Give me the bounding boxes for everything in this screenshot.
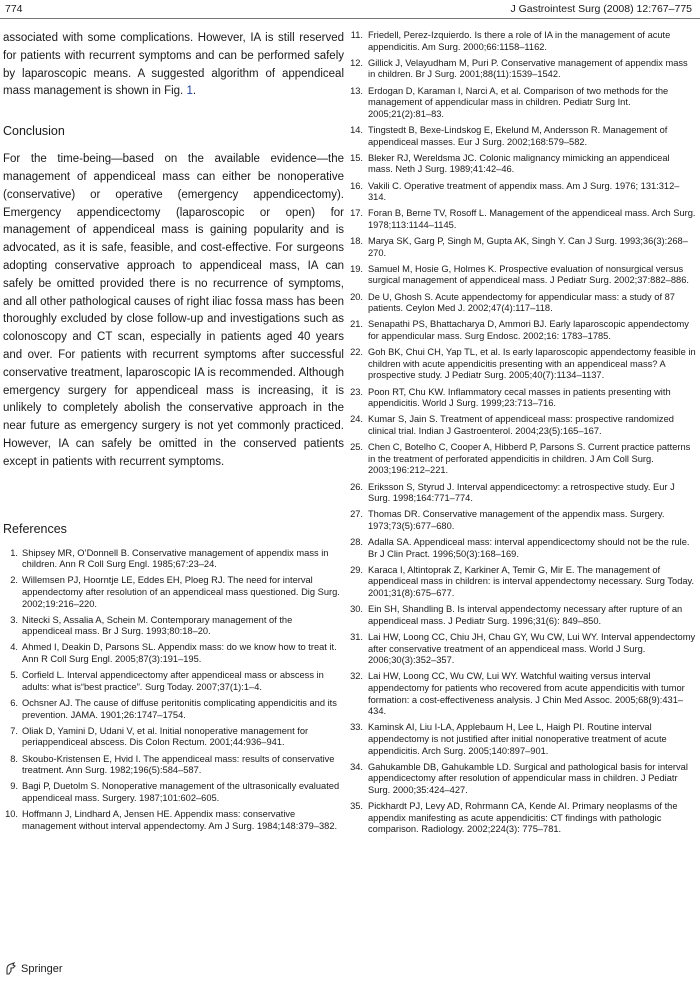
reference-text: Shipsey MR, O’Donnell B. Conservative management of appendix mass in children. Ann R Coll Surg Engl. 1985;67:23–24. bbox=[22, 547, 329, 570]
reference-text: Thomas DR. Conservative management of the appendix mass. Surgery. 1973;73(5):677–680. bbox=[368, 509, 665, 531]
reference-item bbox=[3, 781, 344, 804]
reference-number: 29. bbox=[350, 564, 363, 575]
reference-text: Foran B, Berne TV, Rosoff L. Management of the appendiceal mass. Arch Surg. 1978;113:1144–1145. bbox=[368, 208, 696, 230]
reference-item bbox=[347, 58, 696, 81]
reference-text: Tingstedt B, Bexe-Lindskog E, Ekelund M, Andersson R. Management of appendiceal masses. Eur J Surg. 2002;168:579–582. bbox=[368, 124, 668, 147]
reference-number: 26. bbox=[350, 481, 363, 492]
reference-number: 23. bbox=[350, 386, 363, 397]
reference-number: 20. bbox=[350, 291, 363, 302]
reference-item bbox=[3, 548, 344, 571]
reference-item bbox=[3, 698, 344, 721]
left-column bbox=[3, 30, 344, 837]
reference-number: 7. bbox=[10, 725, 18, 736]
reference-number: 31. bbox=[350, 632, 363, 642]
reference-number: 5. bbox=[10, 670, 18, 681]
reference-number: 16. bbox=[350, 180, 363, 191]
reference-item bbox=[347, 565, 696, 600]
reference-item bbox=[3, 575, 344, 610]
reference-item bbox=[347, 387, 696, 410]
reference-number: 9. bbox=[10, 781, 18, 792]
reference-number: 22. bbox=[350, 347, 363, 358]
reference-number: 32. bbox=[350, 671, 363, 682]
reference-item bbox=[347, 208, 696, 231]
page-number: 774 bbox=[5, 3, 23, 15]
reference-text: Vakili C. Operative treatment of appendix mass. Am J Surg. 1976; 131:312–314. bbox=[368, 180, 680, 203]
intro-paragraph bbox=[3, 30, 344, 101]
reference-item bbox=[347, 604, 696, 627]
intro-text: associated with some complications. However, IA is still reserved for patients with recurrent symptoms and can be performed safely by laparoscopic means. A suggested algorithm of appendiceal mass management is shown in Fig. bbox=[3, 32, 344, 98]
reference-text: Goh BK, Chui CH, Yap TL, et al. Is early laparoscopic appendectomy feasible in children with acute appendicitis presenting with an appendiceal mass? A prospective study. J Pediatr Surg. 2005;40(7):1134–1137. bbox=[368, 347, 696, 381]
references-heading: References bbox=[3, 521, 67, 536]
reference-item bbox=[347, 537, 696, 560]
reference-item bbox=[347, 482, 696, 505]
reference-number: 21. bbox=[350, 319, 363, 330]
reference-text: Nitecki S, Assalia A, Schein M. Contemporary management of the appendiceal mass. Br J Surg. 1993;80:18–20. bbox=[22, 614, 293, 637]
reference-number: 15. bbox=[350, 152, 363, 163]
reference-number: 6. bbox=[10, 698, 18, 709]
reference-number: 4. bbox=[10, 642, 18, 653]
reference-number: 3. bbox=[10, 614, 18, 625]
reference-item bbox=[347, 632, 696, 667]
reference-text: Kumar S, Jain S. Treatment of appendiceal mass: prospective randomized clinical trial. Indian J Gastroenterol. 2004;23(5):165–167. bbox=[368, 414, 674, 436]
reference-item bbox=[3, 726, 344, 749]
reference-text: Bagi P, Duetolm S. Nonoperative management of the ultrasonically evaluated appendiceal mass. Surgery. 1987;101:602–605. bbox=[22, 781, 340, 803]
reference-item bbox=[347, 442, 696, 477]
reference-number: 11. bbox=[350, 30, 363, 40]
reference-item bbox=[3, 809, 344, 832]
figure-link[interactable]: 1 bbox=[186, 85, 193, 98]
reference-item bbox=[347, 509, 696, 532]
reference-text: Poon RT, Chu KW. Inflammatory cecal masses in patients presenting with appendicitis. World J Surg. 1999;23:713–716. bbox=[368, 386, 671, 409]
reference-text: Lai HW, Loong CC, Wu CW, Lui WY. Watchful waiting versus interval appendectomy for patients who recovered from acute appendicitis with tumor formation: a cost-effectiveness analysis. J Chin Med Assoc. 2005;68(9):431–434. bbox=[368, 671, 685, 717]
reference-number: 18. bbox=[350, 236, 363, 247]
reference-number: 2. bbox=[10, 575, 18, 586]
reference-text: Ein SH, Shandling B. Is interval appendectomy necessary after rupture of an appendiceal mass. J Pediatr Surg. 1996;31(6): 849–850. bbox=[368, 604, 683, 626]
reference-text: Bleker RJ, Wereldsma JC. Colonic malignancy mimicking an appendiceal mass. Neth J Surg. 1989;41:42–46. bbox=[368, 152, 670, 175]
reference-number: 30. bbox=[350, 604, 363, 615]
reference-number: 14. bbox=[350, 124, 363, 135]
reference-number: 34. bbox=[350, 761, 363, 772]
reference-item bbox=[3, 615, 344, 638]
reference-text: Ahmed I, Deakin D, Parsons SL. Appendix mass: do we know how to treat it. Ann R Coll Surg Engl. 2005;87(3):191–195. bbox=[22, 642, 337, 665]
reference-item bbox=[347, 347, 696, 382]
reference-text: Marya SK, Garg P, Singh M, Gupta AK, Singh Y. Can J Surg. 1993;36(3):268–270. bbox=[368, 236, 688, 258]
reference-list-left bbox=[3, 548, 344, 833]
reference-text: Erdogan D, Karaman I, Narci A, et al. Comparison of two methods for the management of appendicular mass in children. Pediatr Surg Int. 2005;21(2):81–83. bbox=[368, 85, 669, 119]
reference-item bbox=[347, 319, 696, 342]
reference-number: 8. bbox=[10, 753, 18, 764]
reference-text: Senapathi PS, Bhattacharya D, Ammori BJ. Early laparoscopic appendectomy for appendicular mass. Surg Endosc. 2002;16: 1783–1785. bbox=[368, 319, 689, 341]
reference-text: Chen C, Botelho C, Cooper A, Hibberd P, Parsons S. Current practice patterns in the treatment of perforated appendicitis in children. J Am Coll Surg. 2003;196:212–221. bbox=[368, 442, 691, 476]
reference-item bbox=[347, 153, 696, 176]
reference-text: Samuel M, Hosie G, Holmes K. Prospective evaluation of nonsurgical versus surgical management of appendiceal mass. J Pediatr Surg. 2002;37:882–886. bbox=[368, 263, 689, 286]
reference-item bbox=[347, 722, 696, 757]
reference-text: Oliak D, Yamini D, Udani V, et al. Initial nonoperative management for periappendiceal abscess. Dis Colon Rectum. 2001;44:936–941. bbox=[22, 725, 309, 748]
conclusion-heading: Conclusion bbox=[3, 124, 65, 139]
conclusion-paragraph: For the time-being—based on the available evidence—the management of appendiceal mass can either be nonoperative (conservative) or operative (emergency appendicectomy). Emergency appendicectomy (laparoscopic or open) for management of appendiceal mass is gaining popularity and is advocated, as it is safe, feasible, and cost-effective. For surgeons adopting conservative approach to appendiceal mass, IA can safely be omitted provided there is no recurrence of symptoms, and all other pathological causes of right iliac fossa mass has been thoroughly excluded by close follow-up and investigations such as colonoscopy and CT scan, especially in patients aged 40 years and over. For patients with recurrent symptoms after successful conservative treatment, laparoscopic IA is recommended. Although emergency surgery for appendiceal mass is increasing, it is unlikely to completely abolish the conservative approach in the near future as emergency surgery is not yet commonly practiced. However, IA can safely be omitted in the conserved patients except in patients with recurrent symptoms. bbox=[3, 153, 344, 468]
reference-number: 24. bbox=[350, 414, 363, 425]
reference-number: 1. bbox=[10, 547, 18, 558]
reference-list-right bbox=[347, 30, 696, 836]
reference-text: Hoffmann J, Lindhard A, Jensen HE. Appendix mass: conservative management without interval appendectomy. Am J Surg. 1984;148:379–382. bbox=[22, 809, 338, 831]
reference-item bbox=[347, 125, 696, 148]
reference-number: 27. bbox=[350, 509, 363, 520]
reference-number: 19. bbox=[350, 263, 363, 274]
journal-citation: J Gastrointest Surg (2008) 12:767–775 bbox=[510, 3, 692, 15]
reference-number: 33. bbox=[350, 722, 363, 733]
reference-item bbox=[347, 181, 696, 204]
reference-number: 25. bbox=[350, 442, 363, 453]
reference-text: Ochsner AJ. The cause of diffuse peritonitis complicating appendicitis and its prevention. JAMA. 1901;26:1747–1754. bbox=[22, 698, 337, 720]
intro-text-end: . bbox=[192, 85, 197, 98]
right-column bbox=[347, 30, 696, 840]
reference-text: Eriksson S, Styrud J. Interval appendicectomy: a retrospective study. Eur J Surg. 1998;164:771–774. bbox=[368, 481, 675, 504]
reference-number: 28. bbox=[350, 537, 363, 548]
reference-number: 10. bbox=[5, 809, 18, 820]
reference-item bbox=[347, 671, 696, 717]
reference-item bbox=[347, 801, 696, 836]
publisher-footer bbox=[4, 962, 63, 976]
reference-item bbox=[3, 754, 344, 777]
reference-item bbox=[3, 670, 344, 693]
reference-text: De U, Ghosh S. Acute appendectomy for appendicular mass: a study of 87 patients. Ceylon Med J. 2002;47(4):117–118. bbox=[368, 291, 675, 314]
reference-number: 35. bbox=[350, 801, 363, 812]
reference-text: Skoubo-Kristensen E, Hvid I. The appendiceal mass: results of conservative treatment. Ann Surg. 1982;196(5):584–587. bbox=[22, 753, 335, 776]
reference-item bbox=[347, 762, 696, 797]
reference-text: Friedell, Perez-Izquierdo. Is there a role of IA in the management of acute appendicitis. Am Surg. 2000;66:1158–1162. bbox=[368, 30, 671, 52]
reference-text: Corfield L. Interval appendicectomy after appendiceal mass or abscess in adults: what is“best practice”. Surg Today. 2007;37(1):1–4. bbox=[22, 670, 324, 692]
springer-horse-icon bbox=[4, 962, 18, 976]
reference-item bbox=[347, 292, 696, 315]
publisher-name: Springer bbox=[21, 963, 63, 975]
running-header bbox=[0, 0, 700, 19]
reference-item bbox=[347, 30, 696, 53]
reference-item bbox=[3, 642, 344, 665]
reference-text: Kaminsk AI, Liu I-LA, Applebaum H, Lee L, Haigh PI. Routine interval appendectomy is not justified after initial nonoperative treatment of acute appendicitis. Arch Surg. 2005;140:897–901. bbox=[368, 722, 667, 756]
reference-text: Willemsen PJ, Hoorntje LE, Eddes EH, Ploeg RJ. The need for interval appendectomy after resolution of an appendiceal mass questioned. Dig Surg. 2002;19:216–220. bbox=[22, 575, 340, 609]
reference-text: Karaca I, Altintoprak Z, Karkiner A, Temir G, Mir E. The management of appendiceal mass in children: is interval appendectomy necessary. Surg Today. 2001;31(8):675–677. bbox=[368, 564, 695, 599]
reference-item bbox=[347, 236, 696, 259]
reference-text: Pickhardt PJ, Levy AD, Rohrmann CA, Kende AI. Primary neoplasms of the appendix manifesting as acute appendicitis: CT findings with pathologic comparison. Radiology. 2002;224(3): 775–781. bbox=[368, 801, 678, 835]
reference-text: Gahukamble DB, Gahukamble LD. Surgical and pathological basis for interval appendicectomy after resolution of appendicular mass in children. J Pediatr Surg. 2000;35:424–427. bbox=[368, 761, 688, 795]
reference-item bbox=[347, 264, 696, 287]
reference-item bbox=[347, 414, 696, 437]
reference-text: Gillick J, Velayudham M, Puri P. Conservative management of appendix mass in children. Br J Surg. 2001;88(11):1539–1542. bbox=[368, 57, 688, 80]
reference-text: Lai HW, Loong CC, Chiu JH, Chau GY, Wu CW, Lui WY. Interval appendectomy after conservative treatment of an appendiceal mass. World J Surg. 2006;30(3):352–357. bbox=[368, 632, 696, 666]
reference-text: Adalla SA. Appendiceal mass: interval appendicectomy should not be the rule. Br J Clin Pract. 1996;50(3):168–169. bbox=[368, 537, 690, 559]
reference-number: 12. bbox=[350, 57, 363, 68]
reference-item bbox=[347, 86, 696, 121]
reference-number: 17. bbox=[350, 208, 363, 219]
reference-number: 13. bbox=[350, 85, 363, 96]
